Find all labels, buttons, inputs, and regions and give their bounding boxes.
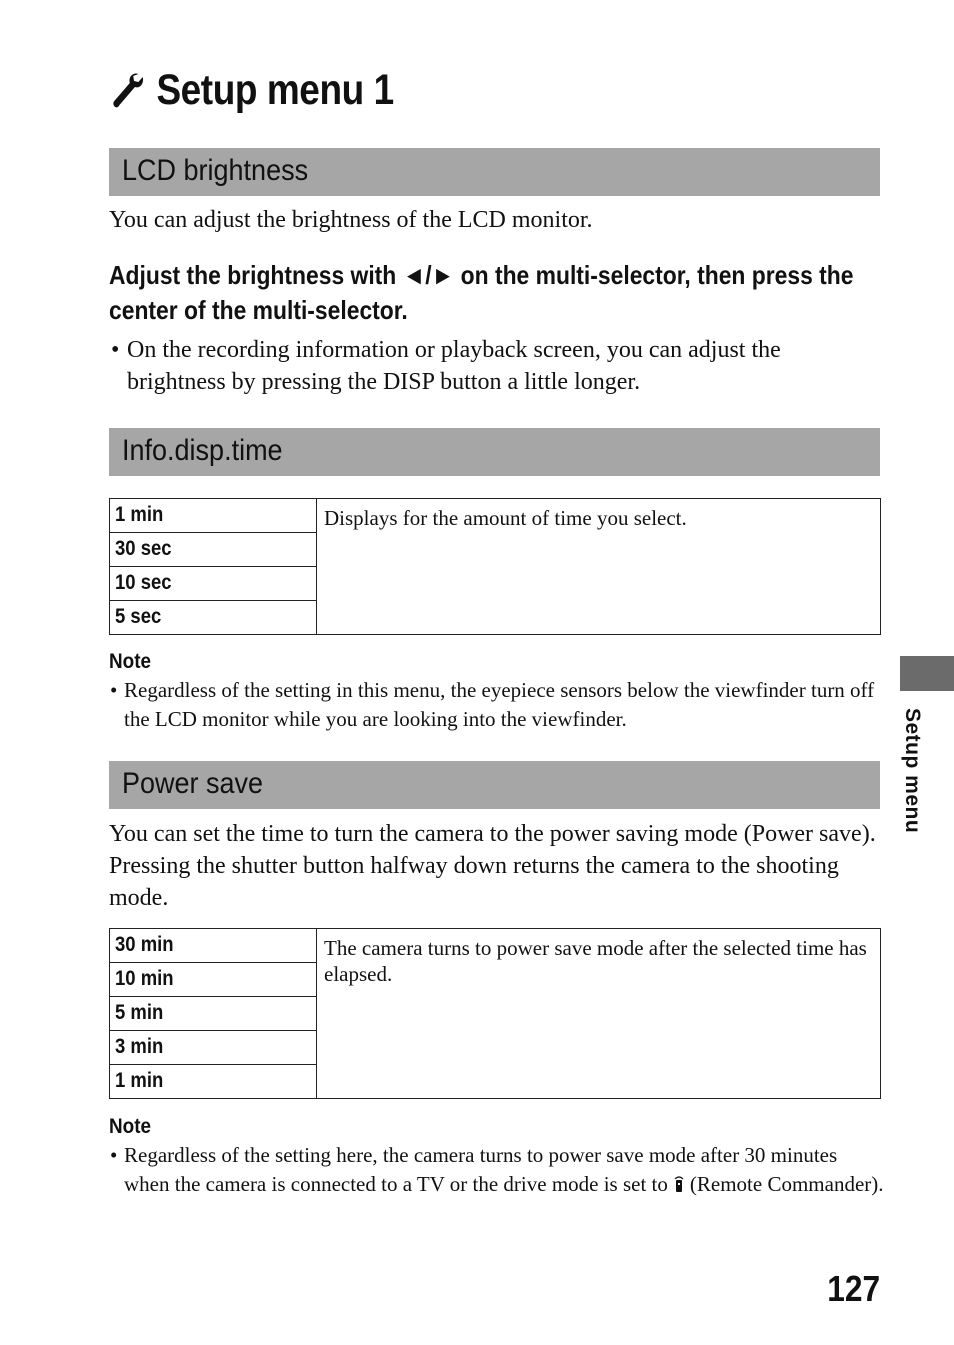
- table-row-option: 10 min: [110, 963, 317, 997]
- side-tab-marker: [900, 656, 954, 691]
- info-note: • Regardless of the setting in this menu, the eyepiece sensors below the viewfinder turn off the LCD monitor while you are looking into the viewfinder.: [109, 676, 884, 733]
- section-heading-power-save: Power save: [109, 761, 880, 809]
- table-row-option: 30 min: [110, 929, 317, 963]
- power-note: • Regardless of the setting here, the camera turns to power save mode after 30 minutes when the camera is connected to a TV or the drive mode is set to (Remote Commander).: [109, 1141, 884, 1198]
- note-label: Note: [109, 1115, 152, 1138]
- page-number: 127: [827, 1268, 880, 1309]
- lcd-intro: You can adjust the brightness of the LCD monitor.: [109, 207, 593, 233]
- side-section-label: Setup menu: [901, 708, 924, 834]
- table-row-option: 5 min: [110, 997, 317, 1031]
- table-row-option: 1 min: [110, 499, 317, 533]
- lcd-bullet: • On the recording information or playback screen, you can adjust the brightness by pressing the DISP button a little longer.: [109, 334, 879, 398]
- lcd-instruction: Adjust the brightness with ◄/► on the multi-selector, then press the center of the multi-selector.: [109, 260, 854, 325]
- table-row-option: 30 sec: [110, 533, 317, 567]
- wrench-icon: [110, 70, 144, 110]
- remote-commander-icon: [674, 1175, 684, 1193]
- table-row-option: 5 sec: [110, 601, 317, 635]
- table-row-option: 10 sec: [110, 567, 317, 601]
- note-label: Note: [109, 650, 152, 673]
- table-row-option: 3 min: [110, 1031, 317, 1065]
- info-disp-time-table: [109, 498, 881, 635]
- option-description: The camera turns to power save mode after the selected time has elapsed.: [317, 929, 881, 1099]
- left-right-arrows-icon: ◄/►: [402, 260, 455, 290]
- option-description: Displays for the amount of time you select.: [317, 499, 881, 635]
- page-title: [110, 62, 394, 118]
- table-row-option: 1 min: [110, 1065, 317, 1099]
- section-heading-info-disp-time: Info.disp.time: [109, 428, 880, 476]
- section-heading-lcd-brightness: LCD brightness: [109, 148, 880, 196]
- page-title-text: Setup menu 1: [156, 65, 394, 114]
- power-save-table: [109, 928, 881, 1099]
- power-intro: You can set the time to turn the camera to the power saving mode (Power save). Pressing the shutter button halfway down returns the camera to the shooting mode.: [109, 821, 876, 911]
